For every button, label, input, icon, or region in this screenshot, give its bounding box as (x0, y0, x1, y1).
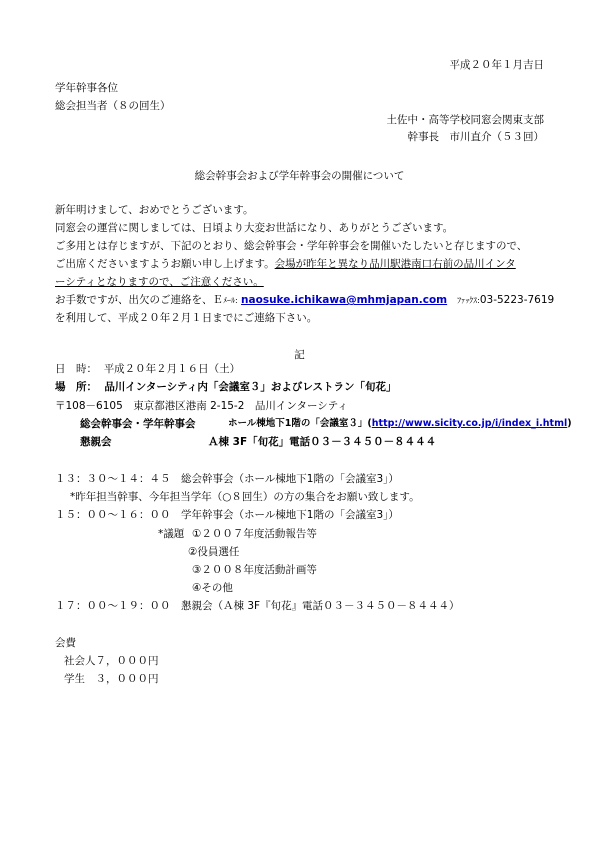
document-date: 平成２０年１月吉日 (449, 59, 544, 71)
venue-meeting-line (228, 417, 572, 431)
event-place-label: 場 所： (55, 381, 97, 393)
venue-meeting-label: 総会幹事会・学年幹事会 (80, 418, 196, 430)
event-date-line (55, 362, 240, 376)
agenda-item: ③２００８年度活動計画等 (192, 564, 317, 576)
body-request-2 (55, 257, 516, 271)
body-greeting: 新年明けまして、おめでとうございます。 (55, 204, 254, 216)
agenda-item: ②役員選任 (188, 546, 240, 558)
body-contact (55, 293, 554, 308)
body-request-text: ご出席くださいますようお願い申し上げます。 (55, 258, 275, 270)
agenda-label: *議題 (158, 528, 185, 540)
fee-student: 学生 ３，０００円 (64, 673, 159, 685)
sender-organization: 土佐中・高等学校同窓会関東支部 (386, 114, 544, 126)
fees-label: 会費 (55, 637, 76, 649)
schedule-party: １７：００～１９：００ 懇親会（Ａ棟 3F『旬花』電話０３－３４５０－８４４４） (55, 600, 460, 612)
venue-party-label: 懇親会 (80, 436, 112, 448)
contact-text: お手数ですが、出欠のご連絡を、Ｅ (55, 294, 223, 306)
event-date-value: 平成２０年２月１６日（土） (103, 363, 241, 375)
venue-change-notice-cont: ーシティとなりますので、ご注意ください。 (55, 276, 264, 288)
schedule-general-meeting: １３：３０～１４：４５ 総会幹事会（ホール棟地下1階の「会議室3」） (55, 473, 399, 485)
venue-party-value: Ａ棟 3F「旬花」電話０３－３４５０－８４４４ (208, 436, 437, 448)
recipient-line-1: 学年幹事各位 (55, 82, 118, 94)
fee-adult: 社会人７，０００円 (64, 655, 159, 667)
ki-marker: 記 (294, 349, 305, 361)
body-deadline: を利用して、平成２０年２月１日までにご連絡下さい。 (55, 312, 318, 324)
venue-url-close: ) (567, 418, 572, 429)
venue-change-notice: 会場が昨年と異なり品川駅港南口右前の品川インタ (274, 258, 516, 270)
document-title: 総会幹事会および学年幹事会の開催について (194, 170, 405, 182)
venue-meeting-value: ホール棟地下1階の「会議室３」( (228, 418, 372, 429)
event-place-value: 品川インターシティ内「会議室３」およびレストラン「旬花」 (104, 381, 397, 393)
mail-label: ﾒｰﾙ: (223, 296, 238, 305)
event-address: 〒108－6105 東京都港区港南 2-15-2 品川インターシティ (55, 400, 348, 412)
agenda-item: ④その他 (192, 582, 233, 594)
agenda-item: ①２００７年度活動報告等 (192, 528, 317, 540)
fax-label: ﾌｧｯｸｽ: (457, 296, 480, 305)
venue-url-link[interactable]: http://www.sicity.co.jp/i/index_i.html (371, 418, 568, 429)
fax-number: 03-5223-7619 (479, 294, 555, 306)
email-link[interactable]: naosuke.ichikawa@mhmjapan.com (241, 294, 448, 306)
recipient-line-2: 総会担当者（８の回生） (55, 100, 171, 112)
event-place-line (55, 380, 397, 394)
body-thanks: 同窓会の運営に関しましては、日頃より大変お世話になり、ありがとうございます。 (55, 222, 454, 234)
event-date-label: 日 時： (55, 363, 97, 375)
schedule-general-note: *昨年担当幹事、今年担当学年（○８回生）の方の集合をお願い致します。 (70, 491, 420, 503)
sender-name: 市川直介（５３回） (449, 131, 544, 143)
schedule-class-meeting: １５：００～１６：００ 学年幹事会（ホール棟地下1階の「会議室3」） (55, 509, 399, 521)
sender-title: 幹事長 (407, 131, 439, 143)
body-request-1: ご多用とは存じますが、下記のとおり、総会幹事会・学年幹事会を開催いたしたいと存じますので、 (55, 240, 528, 252)
sender-signature (408, 130, 545, 144)
